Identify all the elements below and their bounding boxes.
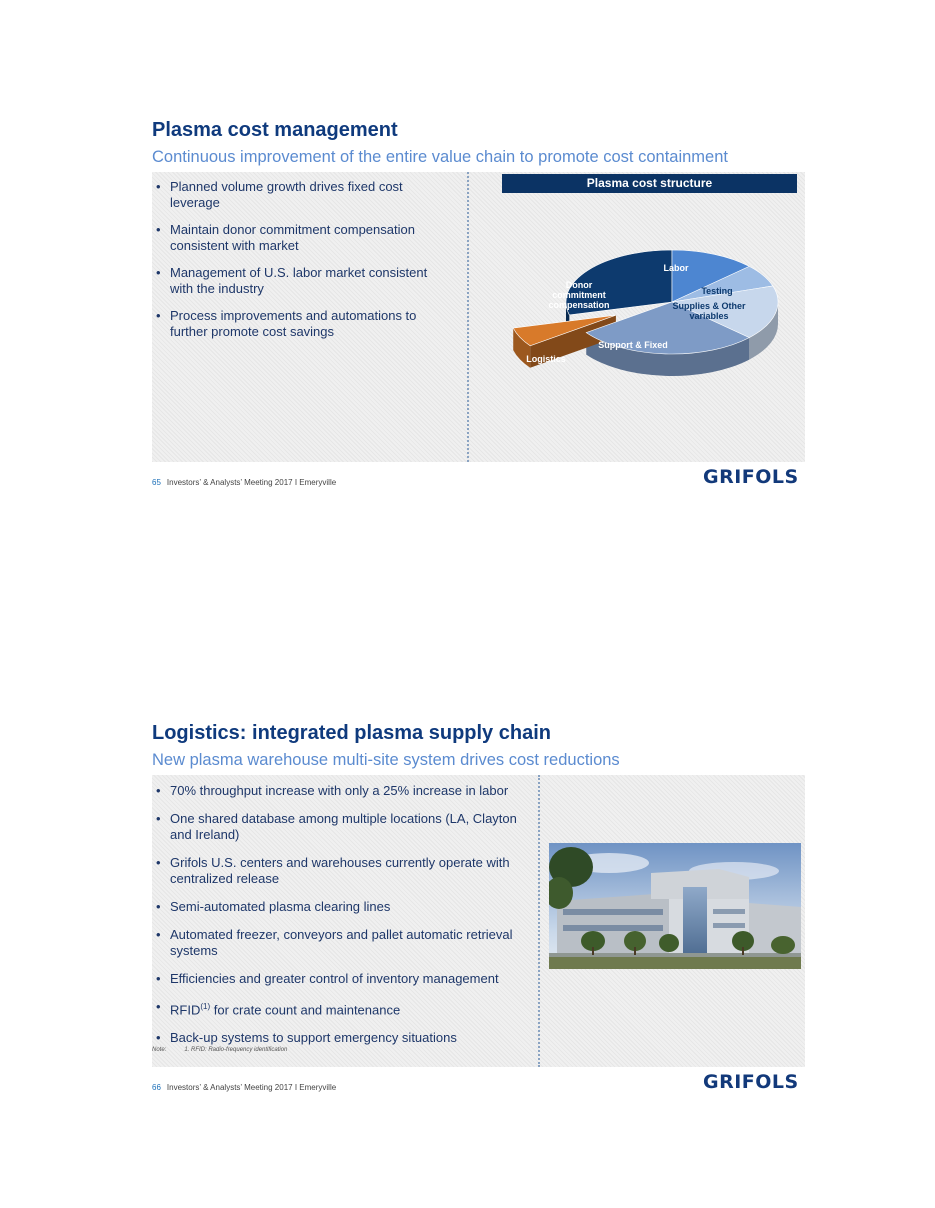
bullet-list [152, 783, 532, 1046]
slide-title: Logistics: integrated plasma supply chain [152, 722, 551, 744]
footer-text: Investors’ & Analysts’ Meeting 2017 I Emeryville [166, 1083, 337, 1092]
note-label: Note: [152, 1047, 167, 1053]
column-divider [467, 172, 469, 462]
content-panel [152, 775, 805, 1067]
rfid-text: for crate count and maintenance [213, 1002, 401, 1018]
pie-label-testing: Testing [701, 286, 733, 296]
pie-label-support-fixed: Support & Fixed [598, 340, 668, 350]
pie-label-labor: Labor [663, 263, 689, 273]
bullet-item: • Semi-automated plasma clearing lines [152, 899, 532, 915]
warehouse-photo [549, 843, 801, 969]
footer [152, 1083, 336, 1092]
footer [152, 478, 336, 487]
bullet-item: • Management of U.S. labor market consistent with the industry [152, 265, 447, 297]
bullet-item: • Process improvements and automations to further promote cost savings [152, 308, 447, 340]
slide-subtitle: Continuous improvement of the entire value chain to promote cost containment [152, 148, 728, 166]
pie-label-logistics: Logistics [526, 354, 566, 364]
grifols-logo: GRIFOLS [703, 1071, 799, 1093]
pie-label-supplies-other-variables: variables [689, 311, 729, 321]
bullet-item: • 70% throughput increase with only a 25% increase in labor [152, 783, 532, 799]
pie-label-supplies-other-variables: Supplies & Other [672, 301, 746, 311]
bullet-item: • One shared database among multiple locations (LA, Clayton and Ireland) [152, 811, 532, 843]
column-divider [538, 775, 540, 1067]
bullet-item: • Planned volume growth drives fixed cost leverage [152, 179, 447, 211]
pie-label-donor-commitment-compensation: Donor [565, 280, 593, 290]
bullet-item: • Automated freezer, conveyors and pallet automatic retrieval systems [152, 927, 532, 959]
rfid-label: RFID [170, 1002, 201, 1018]
grifols-logo: GRIFOLS [703, 466, 799, 488]
slide-subtitle: New plasma warehouse multi-site system drives cost reductions [152, 751, 620, 769]
page-number: 66 [152, 1083, 161, 1092]
pie-label-donor-commitment-compensation: compensation [548, 300, 610, 310]
bullet-item: • Maintain donor commitment compensation consistent with market [152, 222, 447, 254]
pie-label-donor-commitment-compensation: commitment [552, 290, 606, 300]
slide-65 [0, 0, 935, 600]
footnote [152, 1047, 287, 1053]
bullet-list [152, 179, 447, 340]
bullet-item: • Grifols U.S. centers and warehouses currently operate with centralized release [152, 855, 532, 887]
slide-66 [0, 600, 935, 1208]
slide-title: Plasma cost management [152, 119, 398, 141]
bullet-item [152, 999, 532, 1018]
bullet-item: • Efficiencies and greater control of inventory management [152, 971, 532, 987]
chart-title: Plasma cost structure [502, 174, 797, 193]
footnote-ref: (1) [200, 1002, 211, 1011]
page-number: 65 [152, 478, 161, 487]
bullet-item: • Back-up systems to support emergency situations [152, 1030, 532, 1046]
content-panel [152, 172, 805, 462]
pie-chart [502, 244, 802, 414]
note-text: 1. RFID: Radio-frequency identification [184, 1047, 288, 1053]
footer-text: Investors’ & Analysts’ Meeting 2017 I Emeryville [166, 478, 337, 487]
